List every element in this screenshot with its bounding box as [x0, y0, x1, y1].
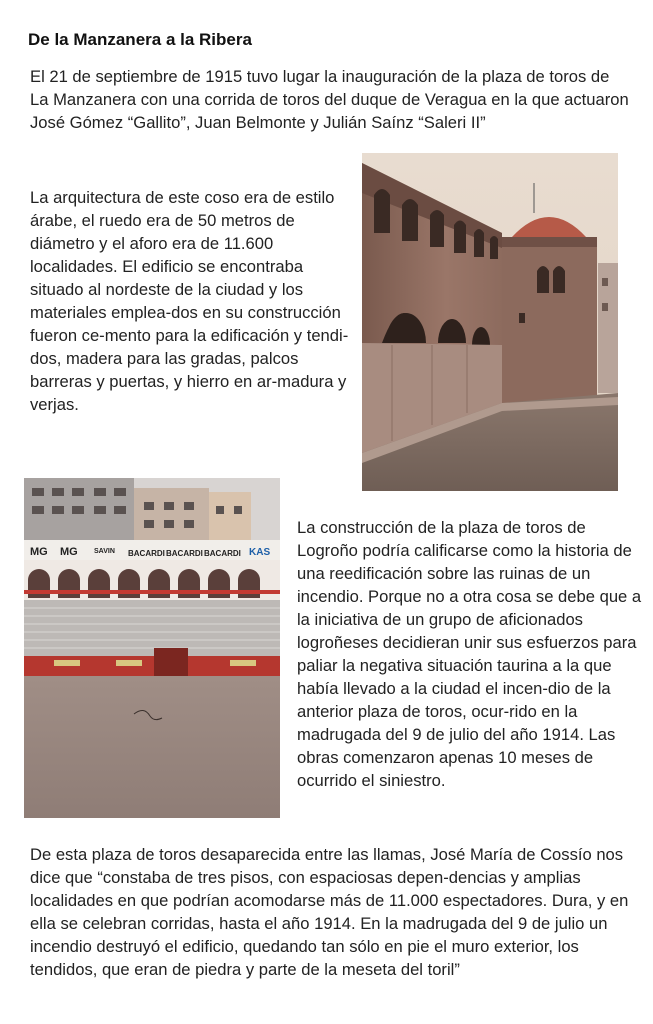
section-heading: De la Manzanera a la Ribera	[28, 30, 252, 49]
cossio-quote-paragraph: De esta plaza de toros desaparecida entre las llamas, José María de Cossío nos dice que “constaba de tres pisos, con espaciosas depen-dencias y amplias localidades en que podrían acomodarse más de 11.000 espectadores. Dura, y en ella se celebran corridas, hasta el año 1914. En la madrugada del 9 de julio un incendio destruyó el edificio, quedando tan sólo en pie el muro exterior, los tendidos, que eran de piedra y parte de la meseta del toril”	[30, 845, 629, 979]
ad-text: MG	[30, 546, 48, 558]
ad-text: BACARDI	[128, 549, 165, 558]
bullring-exterior-photo	[362, 153, 618, 491]
ad-text: MG	[60, 546, 78, 558]
construction-paragraph: La construcción de la plaza de toros de Logroño podría calificarse como la historia de una reedificación sobre las ruinas de un incendio. Porque no a otra cosa se debe que a la iniciativa de un grupo de aficionados logroñeses decidieran unir sus esfuerzos para paliar la negativa situación taurina a la que había llevado a la ciudad el incen-dio de la anterior plaza de toros, ocur-rido en la madrugada del 9 de julio del año 1914. Las obras comenzaron apenas 10 meses de ocurrido el siniestro.	[297, 518, 642, 790]
ad-text: BACARDI	[166, 549, 203, 558]
ad-text: SAVIN	[94, 548, 115, 555]
ad-text: KAS	[249, 547, 271, 558]
bullring-interior-photo	[24, 478, 280, 818]
intro-paragraph: El 21 de septiembre de 1915 tuvo lugar la inauguración de la plaza de toros de La Manzanera con una corrida de toros del duque de Veragua en la que actuaron José Gómez “Gallito”, Juan Belmonte y Julián Saínz “Saleri II”	[30, 67, 629, 132]
architecture-paragraph: La arquitectura de este coso era de estilo árabe, el ruedo era de 50 metros de diámetro y el aforo era de 11.600 localidades. El edificio se encontraba situado al nordeste de la ciudad y los materiales emplea-dos en su construcción fueron ce-mento para la edificación y tendi-dos, madera para las gradas, palcos barreras y puertas, y hierro en ar-madura y verjas.	[30, 188, 349, 414]
ad-text: BACARDI	[204, 549, 241, 558]
